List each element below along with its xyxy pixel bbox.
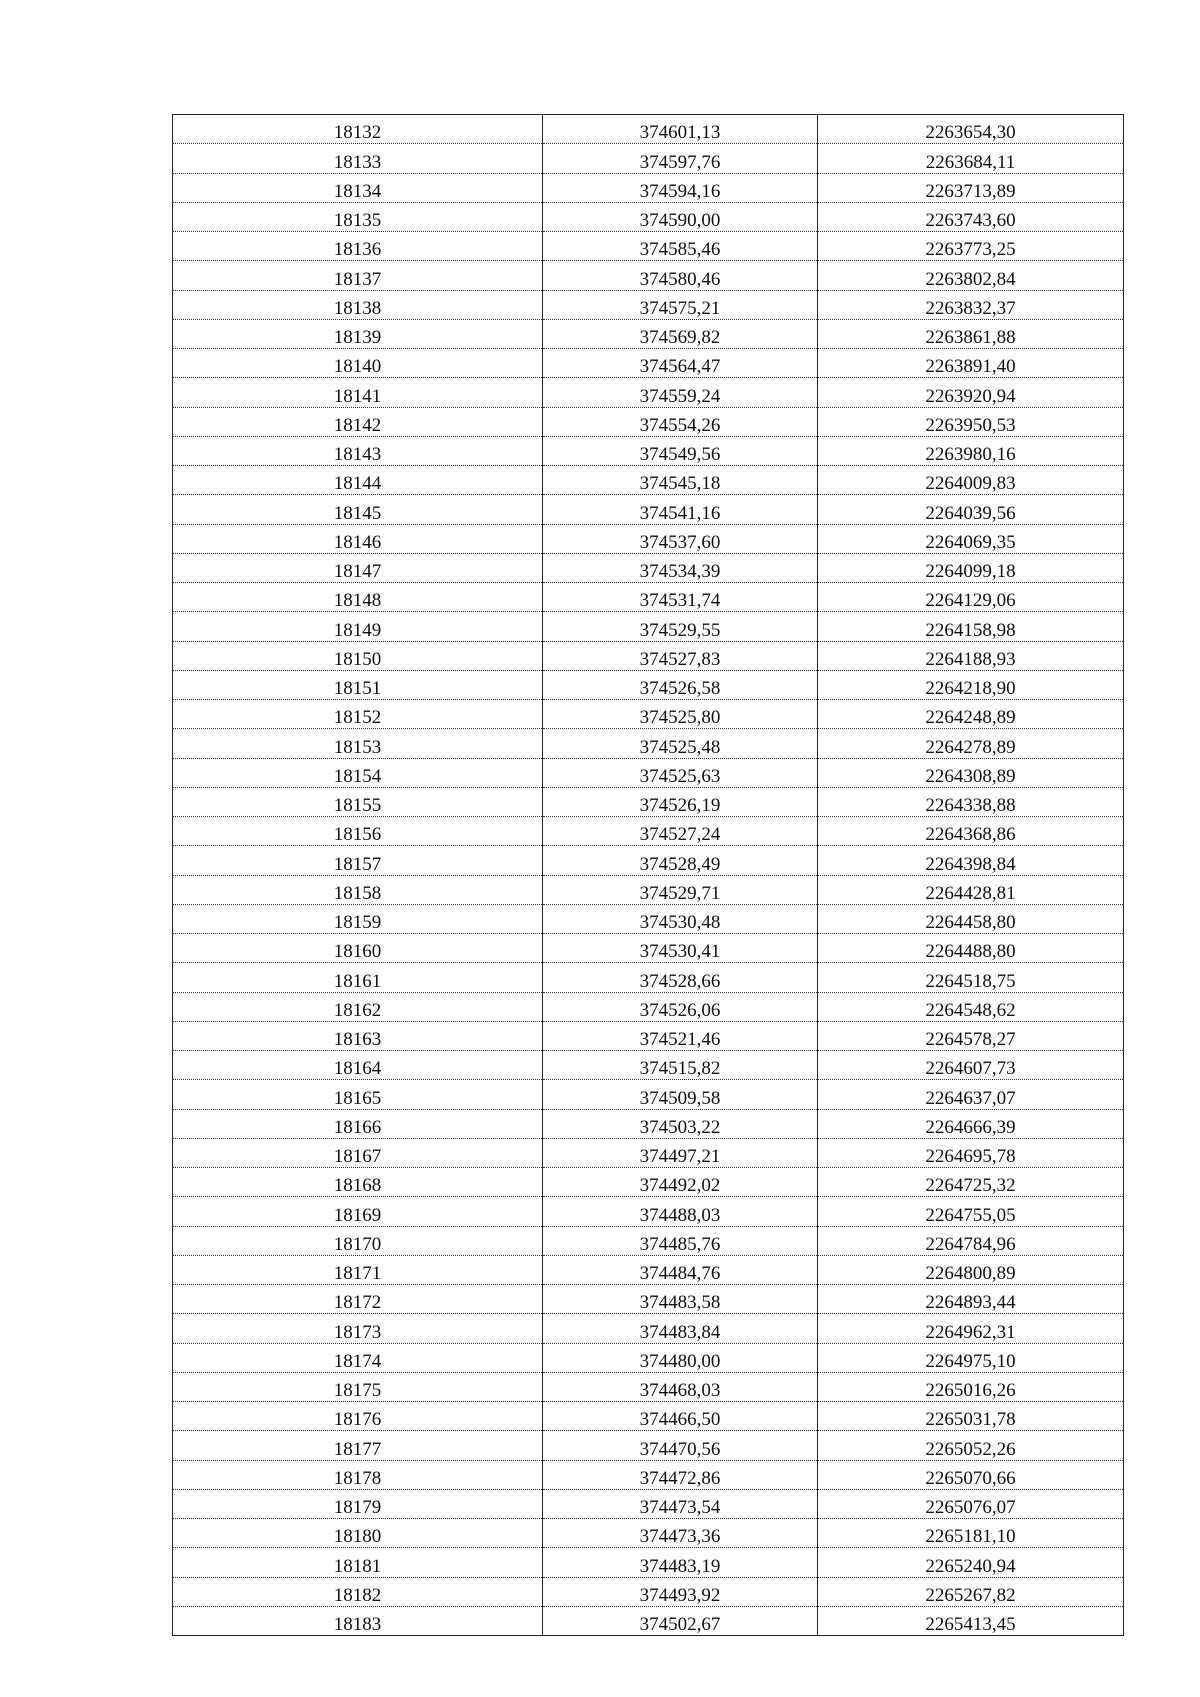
table-row bbox=[173, 173, 1124, 202]
table-row bbox=[173, 378, 1124, 407]
x-coordinate-cell: 374554,26 bbox=[543, 407, 818, 436]
point-number-cell: 18143 bbox=[173, 436, 543, 465]
point-number-cell: 18137 bbox=[173, 261, 543, 290]
table-row bbox=[173, 1314, 1124, 1343]
point-number-cell: 18180 bbox=[173, 1519, 543, 1548]
y-coordinate-cell: 2264637,07 bbox=[818, 1080, 1124, 1109]
table-row bbox=[173, 641, 1124, 670]
table-row bbox=[173, 232, 1124, 261]
x-coordinate-cell: 374528,49 bbox=[543, 846, 818, 875]
x-coordinate-cell: 374526,19 bbox=[543, 787, 818, 816]
table-row bbox=[173, 1343, 1124, 1372]
y-coordinate-cell: 2265016,26 bbox=[818, 1372, 1124, 1401]
table-row bbox=[173, 1489, 1124, 1518]
y-coordinate-cell: 2264607,73 bbox=[818, 1051, 1124, 1080]
point-number-cell: 18176 bbox=[173, 1402, 543, 1431]
x-coordinate-cell: 374472,86 bbox=[543, 1460, 818, 1489]
y-coordinate-cell: 2264158,98 bbox=[818, 612, 1124, 641]
x-coordinate-cell: 374590,00 bbox=[543, 202, 818, 231]
point-number-cell: 18162 bbox=[173, 992, 543, 1021]
table-row bbox=[173, 115, 1124, 144]
table-row bbox=[173, 1548, 1124, 1577]
x-coordinate-cell: 374473,36 bbox=[543, 1519, 818, 1548]
table-row bbox=[173, 1606, 1124, 1635]
x-coordinate-cell: 374530,41 bbox=[543, 934, 818, 963]
table-row bbox=[173, 1402, 1124, 1431]
x-coordinate-cell: 374537,60 bbox=[543, 524, 818, 553]
x-coordinate-cell: 374483,58 bbox=[543, 1285, 818, 1314]
x-coordinate-cell: 374509,58 bbox=[543, 1080, 818, 1109]
point-number-cell: 18156 bbox=[173, 817, 543, 846]
table-row bbox=[173, 436, 1124, 465]
y-coordinate-cell: 2264488,80 bbox=[818, 934, 1124, 963]
x-coordinate-cell: 374497,21 bbox=[543, 1138, 818, 1167]
x-coordinate-cell: 374549,56 bbox=[543, 436, 818, 465]
y-coordinate-cell: 2264009,83 bbox=[818, 466, 1124, 495]
point-number-cell: 18175 bbox=[173, 1372, 543, 1401]
y-coordinate-cell: 2264458,80 bbox=[818, 904, 1124, 933]
table-row bbox=[173, 144, 1124, 173]
x-coordinate-cell: 374526,06 bbox=[543, 992, 818, 1021]
x-coordinate-cell: 374541,16 bbox=[543, 495, 818, 524]
table-row bbox=[173, 729, 1124, 758]
x-coordinate-cell: 374480,00 bbox=[543, 1343, 818, 1372]
x-coordinate-cell: 374534,39 bbox=[543, 553, 818, 582]
x-coordinate-cell: 374483,84 bbox=[543, 1314, 818, 1343]
point-number-cell: 18172 bbox=[173, 1285, 543, 1314]
x-coordinate-cell: 374484,76 bbox=[543, 1255, 818, 1284]
y-coordinate-cell: 2264218,90 bbox=[818, 670, 1124, 699]
point-number-cell: 18140 bbox=[173, 349, 543, 378]
y-coordinate-cell: 2264666,39 bbox=[818, 1109, 1124, 1138]
point-number-cell: 18183 bbox=[173, 1606, 543, 1635]
y-coordinate-cell: 2265413,45 bbox=[818, 1606, 1124, 1635]
table-row bbox=[173, 202, 1124, 231]
point-number-cell: 18174 bbox=[173, 1343, 543, 1372]
point-number-cell: 18178 bbox=[173, 1460, 543, 1489]
point-number-cell: 18168 bbox=[173, 1168, 543, 1197]
table-row bbox=[173, 787, 1124, 816]
x-coordinate-cell: 374515,82 bbox=[543, 1051, 818, 1080]
y-coordinate-cell: 2263773,25 bbox=[818, 232, 1124, 261]
y-coordinate-cell: 2264188,93 bbox=[818, 641, 1124, 670]
x-coordinate-cell: 374585,46 bbox=[543, 232, 818, 261]
table-row bbox=[173, 1109, 1124, 1138]
table-row bbox=[173, 875, 1124, 904]
point-number-cell: 18167 bbox=[173, 1138, 543, 1167]
point-number-cell: 18132 bbox=[173, 115, 543, 144]
point-number-cell: 18133 bbox=[173, 144, 543, 173]
x-coordinate-cell: 374483,19 bbox=[543, 1548, 818, 1577]
x-coordinate-cell: 374466,50 bbox=[543, 1402, 818, 1431]
table-row bbox=[173, 1138, 1124, 1167]
y-coordinate-cell: 2264578,27 bbox=[818, 1021, 1124, 1050]
table-row bbox=[173, 963, 1124, 992]
table-row bbox=[173, 1460, 1124, 1489]
x-coordinate-cell: 374503,22 bbox=[543, 1109, 818, 1138]
x-coordinate-cell: 374521,46 bbox=[543, 1021, 818, 1050]
x-coordinate-cell: 374601,13 bbox=[543, 115, 818, 144]
table-row bbox=[173, 1226, 1124, 1255]
table-row bbox=[173, 992, 1124, 1021]
point-number-cell: 18149 bbox=[173, 612, 543, 641]
point-number-cell: 18153 bbox=[173, 729, 543, 758]
point-number-cell: 18154 bbox=[173, 758, 543, 787]
y-coordinate-cell: 2265267,82 bbox=[818, 1577, 1124, 1606]
point-number-cell: 18136 bbox=[173, 232, 543, 261]
table-row bbox=[173, 553, 1124, 582]
x-coordinate-cell: 374569,82 bbox=[543, 319, 818, 348]
point-number-cell: 18150 bbox=[173, 641, 543, 670]
y-coordinate-cell: 2263802,84 bbox=[818, 261, 1124, 290]
y-coordinate-cell: 2265181,10 bbox=[818, 1519, 1124, 1548]
y-coordinate-cell: 2264518,75 bbox=[818, 963, 1124, 992]
table-row bbox=[173, 1372, 1124, 1401]
table-row bbox=[173, 1168, 1124, 1197]
table-row bbox=[173, 1285, 1124, 1314]
table-row bbox=[173, 319, 1124, 348]
point-number-cell: 18146 bbox=[173, 524, 543, 553]
table-row bbox=[173, 466, 1124, 495]
point-number-cell: 18163 bbox=[173, 1021, 543, 1050]
point-number-cell: 18142 bbox=[173, 407, 543, 436]
x-coordinate-cell: 374525,80 bbox=[543, 700, 818, 729]
table-row bbox=[173, 1577, 1124, 1606]
point-number-cell: 18181 bbox=[173, 1548, 543, 1577]
table-row bbox=[173, 612, 1124, 641]
y-coordinate-cell: 2263950,53 bbox=[818, 407, 1124, 436]
x-coordinate-cell: 374529,71 bbox=[543, 875, 818, 904]
y-coordinate-cell: 2264755,05 bbox=[818, 1197, 1124, 1226]
x-coordinate-cell: 374597,76 bbox=[543, 144, 818, 173]
y-coordinate-cell: 2263920,94 bbox=[818, 378, 1124, 407]
y-coordinate-cell: 2264398,84 bbox=[818, 846, 1124, 875]
table-row bbox=[173, 261, 1124, 290]
table-row bbox=[173, 700, 1124, 729]
table-row bbox=[173, 670, 1124, 699]
y-coordinate-cell: 2265052,26 bbox=[818, 1431, 1124, 1460]
table-row bbox=[173, 1519, 1124, 1548]
point-number-cell: 18169 bbox=[173, 1197, 543, 1226]
x-coordinate-cell: 374492,02 bbox=[543, 1168, 818, 1197]
point-number-cell: 18182 bbox=[173, 1577, 543, 1606]
y-coordinate-cell: 2264548,62 bbox=[818, 992, 1124, 1021]
y-coordinate-cell: 2264695,78 bbox=[818, 1138, 1124, 1167]
point-number-cell: 18147 bbox=[173, 553, 543, 582]
x-coordinate-cell: 374564,47 bbox=[543, 349, 818, 378]
x-coordinate-cell: 374559,24 bbox=[543, 378, 818, 407]
y-coordinate-cell: 2264039,56 bbox=[818, 495, 1124, 524]
y-coordinate-cell: 2264368,86 bbox=[818, 817, 1124, 846]
point-number-cell: 18148 bbox=[173, 583, 543, 612]
point-number-cell: 18151 bbox=[173, 670, 543, 699]
table-row bbox=[173, 904, 1124, 933]
y-coordinate-cell: 2264338,88 bbox=[818, 787, 1124, 816]
point-number-cell: 18138 bbox=[173, 290, 543, 319]
table-row bbox=[173, 524, 1124, 553]
x-coordinate-cell: 374594,16 bbox=[543, 173, 818, 202]
x-coordinate-cell: 374526,58 bbox=[543, 670, 818, 699]
table-row bbox=[173, 290, 1124, 319]
point-number-cell: 18170 bbox=[173, 1226, 543, 1255]
y-coordinate-cell: 2264308,89 bbox=[818, 758, 1124, 787]
x-coordinate-cell: 374502,67 bbox=[543, 1606, 818, 1635]
table-row bbox=[173, 1255, 1124, 1284]
x-coordinate-cell: 374580,46 bbox=[543, 261, 818, 290]
point-number-cell: 18158 bbox=[173, 875, 543, 904]
point-number-cell: 18157 bbox=[173, 846, 543, 875]
point-number-cell: 18179 bbox=[173, 1489, 543, 1518]
point-number-cell: 18155 bbox=[173, 787, 543, 816]
x-coordinate-cell: 374470,56 bbox=[543, 1431, 818, 1460]
table-row bbox=[173, 758, 1124, 787]
point-number-cell: 18135 bbox=[173, 202, 543, 231]
table-row bbox=[173, 1197, 1124, 1226]
y-coordinate-cell: 2265070,66 bbox=[818, 1460, 1124, 1489]
x-coordinate-cell: 374530,48 bbox=[543, 904, 818, 933]
point-number-cell: 18152 bbox=[173, 700, 543, 729]
x-coordinate-cell: 374473,54 bbox=[543, 1489, 818, 1518]
x-coordinate-cell: 374529,55 bbox=[543, 612, 818, 641]
x-coordinate-cell: 374525,63 bbox=[543, 758, 818, 787]
y-coordinate-cell: 2264428,81 bbox=[818, 875, 1124, 904]
y-coordinate-cell: 2263980,16 bbox=[818, 436, 1124, 465]
y-coordinate-cell: 2263891,40 bbox=[818, 349, 1124, 378]
y-coordinate-cell: 2263861,88 bbox=[818, 319, 1124, 348]
x-coordinate-cell: 374545,18 bbox=[543, 466, 818, 495]
y-coordinate-cell: 2264248,89 bbox=[818, 700, 1124, 729]
x-coordinate-cell: 374488,03 bbox=[543, 1197, 818, 1226]
point-number-cell: 18165 bbox=[173, 1080, 543, 1109]
y-coordinate-cell: 2263743,60 bbox=[818, 202, 1124, 231]
y-coordinate-cell: 2263832,37 bbox=[818, 290, 1124, 319]
point-number-cell: 18177 bbox=[173, 1431, 543, 1460]
x-coordinate-cell: 374531,74 bbox=[543, 583, 818, 612]
point-number-cell: 18166 bbox=[173, 1109, 543, 1138]
point-number-cell: 18145 bbox=[173, 495, 543, 524]
table-row bbox=[173, 1431, 1124, 1460]
y-coordinate-cell: 2264784,96 bbox=[818, 1226, 1124, 1255]
table-row bbox=[173, 1051, 1124, 1080]
x-coordinate-cell: 374528,66 bbox=[543, 963, 818, 992]
point-number-cell: 18160 bbox=[173, 934, 543, 963]
point-number-cell: 18171 bbox=[173, 1255, 543, 1284]
x-coordinate-cell: 374525,48 bbox=[543, 729, 818, 758]
y-coordinate-cell: 2264800,89 bbox=[818, 1255, 1124, 1284]
y-coordinate-cell: 2265240,94 bbox=[818, 1548, 1124, 1577]
y-coordinate-cell: 2264962,31 bbox=[818, 1314, 1124, 1343]
y-coordinate-cell: 2264893,44 bbox=[818, 1285, 1124, 1314]
y-coordinate-cell: 2265076,07 bbox=[818, 1489, 1124, 1518]
y-coordinate-cell: 2264099,18 bbox=[818, 553, 1124, 582]
point-number-cell: 18161 bbox=[173, 963, 543, 992]
x-coordinate-cell: 374575,21 bbox=[543, 290, 818, 319]
y-coordinate-cell: 2264129,06 bbox=[818, 583, 1124, 612]
y-coordinate-cell: 2264725,32 bbox=[818, 1168, 1124, 1197]
point-number-cell: 18159 bbox=[173, 904, 543, 933]
point-number-cell: 18134 bbox=[173, 173, 543, 202]
table-row bbox=[173, 817, 1124, 846]
point-number-cell: 18173 bbox=[173, 1314, 543, 1343]
point-number-cell: 18141 bbox=[173, 378, 543, 407]
point-number-cell: 18164 bbox=[173, 1051, 543, 1080]
y-coordinate-cell: 2263654,30 bbox=[818, 115, 1124, 144]
table-row bbox=[173, 1080, 1124, 1109]
point-number-cell: 18144 bbox=[173, 466, 543, 495]
table-body bbox=[173, 115, 1124, 1636]
table-row bbox=[173, 407, 1124, 436]
table-row bbox=[173, 495, 1124, 524]
x-coordinate-cell: 374493,92 bbox=[543, 1577, 818, 1606]
y-coordinate-cell: 2265031,78 bbox=[818, 1402, 1124, 1431]
coordinates-table bbox=[172, 114, 1124, 1636]
y-coordinate-cell: 2264278,89 bbox=[818, 729, 1124, 758]
x-coordinate-cell: 374468,03 bbox=[543, 1372, 818, 1401]
table-row bbox=[173, 846, 1124, 875]
point-number-cell: 18139 bbox=[173, 319, 543, 348]
x-coordinate-cell: 374485,76 bbox=[543, 1226, 818, 1255]
y-coordinate-cell: 2263713,89 bbox=[818, 173, 1124, 202]
x-coordinate-cell: 374527,83 bbox=[543, 641, 818, 670]
x-coordinate-cell: 374527,24 bbox=[543, 817, 818, 846]
y-coordinate-cell: 2264069,35 bbox=[818, 524, 1124, 553]
table-row bbox=[173, 583, 1124, 612]
y-coordinate-cell: 2264975,10 bbox=[818, 1343, 1124, 1372]
y-coordinate-cell: 2263684,11 bbox=[818, 144, 1124, 173]
table-row bbox=[173, 349, 1124, 378]
table-row bbox=[173, 1021, 1124, 1050]
table-row bbox=[173, 934, 1124, 963]
